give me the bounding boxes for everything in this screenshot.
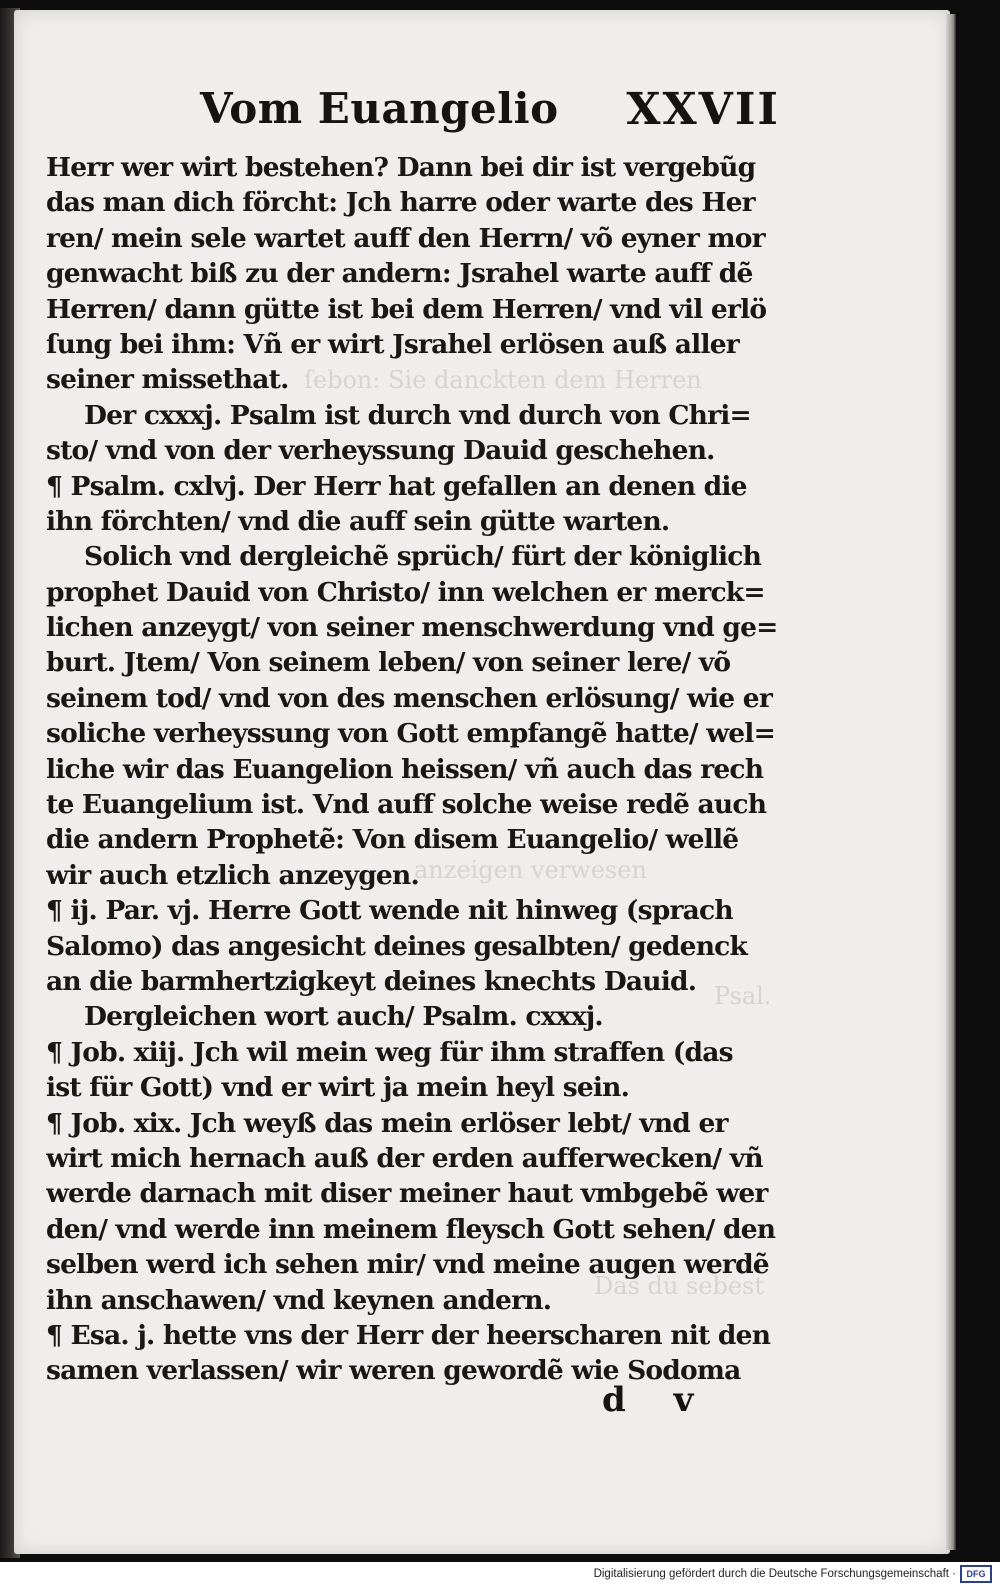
text-line: ſung bei ihm: Vñ er wirt Jsrahel erlösen auß aller (46, 328, 739, 360)
signature-mark: d v (602, 1380, 712, 1420)
text-line: seinem tod/ vnd von des menschen erlösung/ wie er (46, 682, 772, 714)
text-line: an die barmhertzigkeyt deines knechts Dauid. (46, 965, 697, 997)
text-line: ihn förchten/ vnd die auff sein gütte warten. (46, 505, 670, 537)
text-line: burt. Jtem/ Von seinem leben/ von seiner lere/ võ (46, 647, 731, 679)
text-line: ren/ mein sele wartet auff den Herrn/ võ eyner mor (46, 222, 765, 254)
folio-number: XXVII (626, 84, 780, 135)
right-page-edge (946, 14, 956, 1550)
text-line: wir auch etzlich anzeygen. (46, 859, 419, 891)
text-line: soliche verheyssung von Gott empfangẽ hatte/ wel= (46, 718, 775, 750)
text-line: Der cxxxj. Psalm ist durch vnd durch von Chri= (84, 399, 751, 431)
text-line: die andern Prophetẽ: Von disem Euangelio/ wellẽ (46, 824, 739, 856)
text-line: samen verlassen/ wir weren gewordẽ wie Sodoma (46, 1355, 741, 1387)
show-through-text: anzeigen verwesen (414, 856, 647, 884)
page-header (200, 84, 780, 144)
text-line: ihn anschawen/ vnd keynen andern. (46, 1284, 552, 1316)
text-line: ¶ Job. xiij. Jch wil mein weg für ihm straffen (das (46, 1036, 733, 1068)
text-line: wirt mich hernach auß der erden aufferwecken/ vñ (46, 1142, 763, 1174)
text-line: ¶ Esa. j. hette vns der Herr der heerscharen nit den (46, 1319, 771, 1351)
text-line: werde darnach mit diser meiner haut vmbgebẽ wer (46, 1178, 768, 1210)
show-through-text: ſebon: Sie danckten dem Herren (304, 366, 702, 394)
digitization-credit: Digitalisierung gefördert durch die Deutsche Forschungsgemeinschaft · (593, 1568, 956, 1580)
text-line: selben werd ich sehen mir/ vnd meine augen werdẽ (46, 1249, 769, 1281)
text-line: prophet Dauid von Christo/ inn welchen er merck= (46, 576, 765, 608)
show-through-text: Psal. (714, 982, 772, 1010)
text-line: ¶ Psalm. cxlvj. Der Herr hat gefallen an denen die (46, 470, 747, 502)
text-line: Salomo) das angesicht deines gesalbten/ gedenck (46, 930, 748, 962)
show-through-text: Das du sebest (594, 1272, 764, 1300)
main-text-block (46, 150, 786, 1389)
text-line: te Euangelium ist. Vnd auff solche weise redẽ auch (46, 789, 767, 821)
text-line: liche wir das Euangelion heissen/ vñ auch das rech (46, 753, 764, 785)
text-line: das man dich förcht: Jch harre oder warte des Her (46, 187, 755, 219)
text-line: genwacht biß zu der andern: Jsrahel warte auff dẽ (46, 258, 753, 290)
text-line: Herren/ dann gütte ist bei dem Herren/ vnd vil erlö (46, 293, 767, 325)
text-line: Solich vnd dergleichẽ sprüch/ fürt der königlich (84, 541, 762, 573)
text-line: lichen anzeygt/ von seiner menschwerdung vnd ge= (46, 612, 778, 644)
text-line: Dergleichen wort auch/ Psalm. cxxxj. (84, 1001, 603, 1033)
text-line: ¶ Job. xix. Jch weyß das mein erlöser lebt/ vnd er (46, 1107, 728, 1139)
text-line: Herr wer wirt bestehen? Dann bei dir ist vergebũg (46, 152, 756, 183)
text-line: seiner missethat. (46, 364, 289, 396)
text-line: sto/ vnd von der verheyssung Dauid geschehen. (46, 435, 715, 467)
text-line: ist für Gott) vnd er wirt ja mein heyl sein. (46, 1072, 630, 1104)
text-line: den/ vnd werde inn meinem fleysch Gott sehen/ den (46, 1213, 776, 1245)
running-head: Vom Euangelio (200, 84, 559, 133)
text-line: ¶ ij. Par. vj. Herre Gott wende nit hinweg (sprach (46, 895, 733, 927)
dfg-logo-icon: DFG (960, 1565, 992, 1583)
